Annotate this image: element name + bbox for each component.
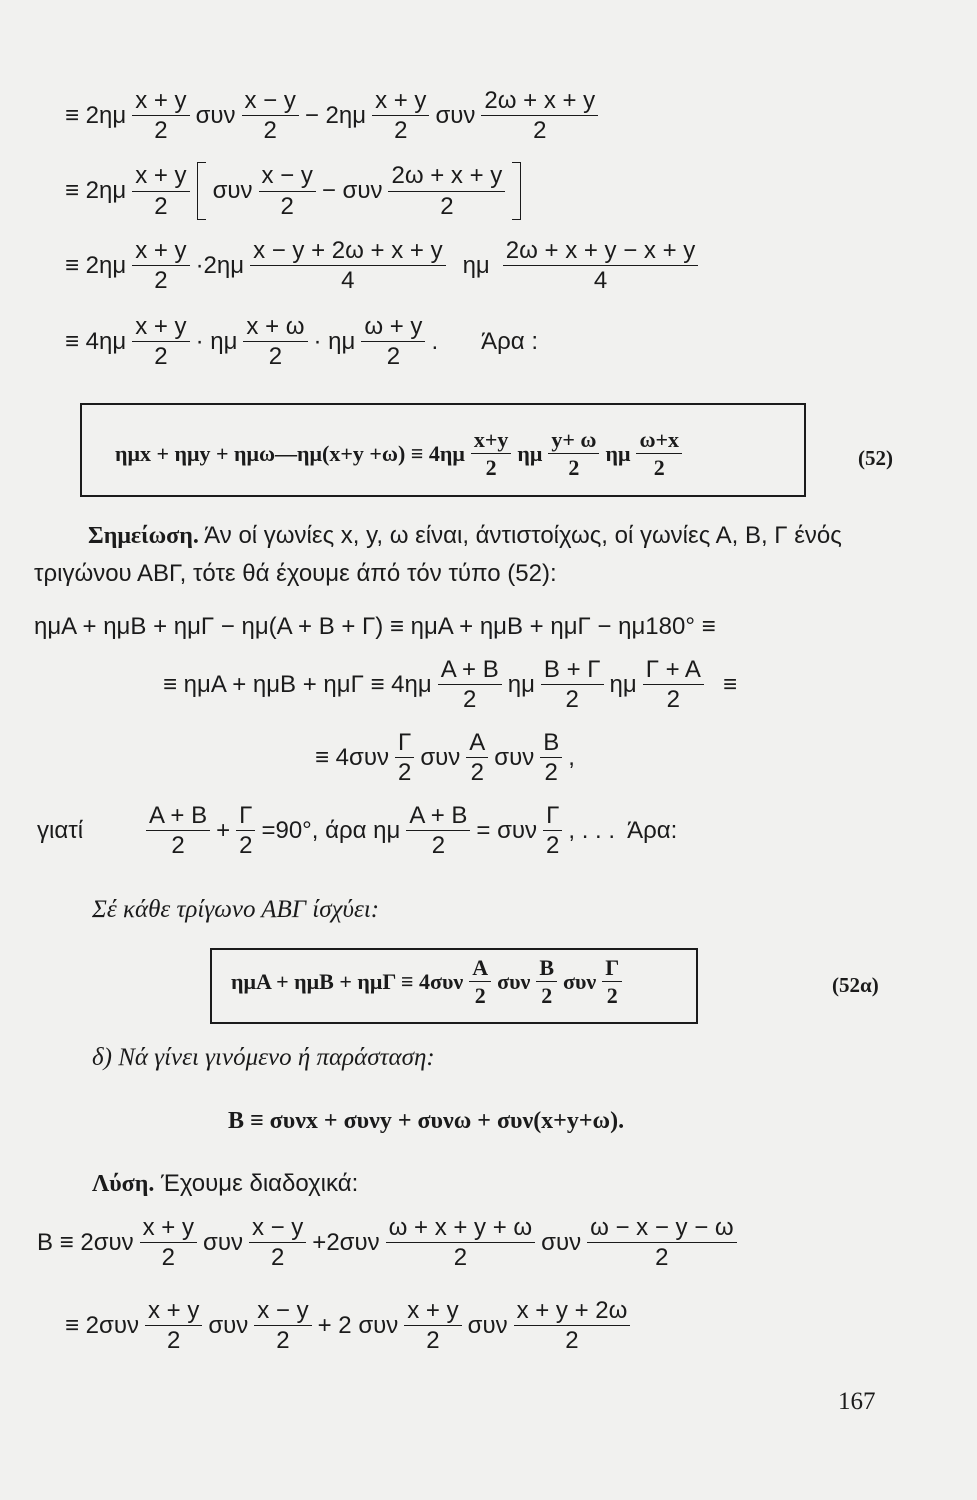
term: − 2ημ: [304, 101, 367, 129]
fraction: $\frac{\Gamma}{2}$: [543, 803, 562, 858]
note-paragraph-line-1: [88, 522, 842, 550]
term: ≡ 4ημ: [65, 327, 127, 355]
term: γιατί: [37, 816, 84, 844]
italic-statement: Σέ κάθε τρίγωνο ΑΒΓ ίσχύει:: [92, 896, 380, 923]
term: συν: [203, 1228, 243, 1256]
fraction: $\frac{A}{2}$: [466, 730, 488, 785]
term: ημ: [517, 440, 543, 466]
note-paragraph-line-2: τριγώνου ΑΒΓ, τότε θά έχουμε άπό τόν τύπο (52):: [34, 560, 557, 587]
fraction: $\frac{A + B}{2}$: [406, 803, 470, 858]
term: · ημ: [195, 327, 238, 355]
term: συν: [497, 968, 531, 994]
fraction: $\frac{x + y}{2}$: [145, 1298, 202, 1353]
note-text: Άν οί γωνίες x, y, ω είναι, άντιστοίχως, οί γωνίες Α, Β, Γ ένός: [198, 522, 842, 549]
page-number: 167: [838, 1388, 876, 1415]
fraction: $\frac{x + y}{2}$: [132, 238, 189, 293]
term: · ημ: [313, 327, 356, 355]
solution-text: Έχουμε διαδοχικά:: [154, 1170, 359, 1197]
equation-line-8: [34, 803, 680, 858]
term: =90°, άρα ημ: [261, 816, 401, 844]
formula-52a: [228, 956, 625, 1007]
equation-label-52a: (52α): [832, 973, 879, 997]
equation-line-2: [62, 162, 525, 220]
fraction: $\frac{x + \omega}{2}$: [243, 314, 307, 369]
fraction: $\frac{x + y + 2\omega}{2}$: [514, 1298, 631, 1353]
term: ημ: [462, 251, 490, 279]
term: συν: [494, 743, 535, 771]
term: συν: [467, 1311, 508, 1339]
term: ·2ημ: [195, 251, 245, 279]
fraction: $\frac{x - y}{2}$: [259, 163, 316, 218]
term: .: [431, 327, 439, 355]
fraction: $\frac{A + B}{2}$: [438, 657, 502, 712]
fraction: $\frac{x - y}{2}$: [242, 88, 299, 143]
term: ≡ 4συν: [315, 743, 389, 771]
fraction: $\frac{x + y}{2}$: [372, 88, 429, 143]
fraction: $\frac{\Gamma + A}{2}$: [643, 657, 704, 712]
term: ≡ 2συν: [65, 1311, 139, 1339]
fraction: $\frac{x + y}{2}$: [140, 1215, 197, 1270]
solution-paragraph: [92, 1170, 358, 1198]
term: συν: [195, 101, 236, 129]
equation-line-10: [62, 1298, 633, 1353]
fraction: $\frac{\omega + y}{2}$: [361, 314, 425, 369]
fraction: $\frac{x + y}{2}$: [132, 88, 189, 143]
term: ημ: [507, 670, 535, 698]
term: + 2 συν: [317, 1311, 399, 1339]
term: ≡ ημΑ + ημΒ + ημΓ ≡ 4ημ: [163, 670, 432, 698]
problem-statement: δ) Νά γίνει γινόμενο ή παράσταση:: [92, 1044, 435, 1071]
fraction: $\frac{x - y}{2}$: [249, 1215, 306, 1270]
term: ≡: [722, 670, 737, 698]
fraction: $\frac{x + y}{2}$: [132, 314, 189, 369]
fraction: $\frac{\Gamma}{2}$: [602, 956, 622, 1007]
equation-line-7: [312, 730, 578, 785]
equation-line-9: [34, 1215, 740, 1270]
term: συν: [420, 743, 461, 771]
equation-line-4: [62, 314, 541, 369]
term: − συν: [321, 177, 383, 204]
fraction: $\frac{x - y + 2\omega + x + y}{4}$: [250, 238, 446, 293]
term: ≡ 2ημ: [65, 101, 127, 129]
fraction: $\frac{\Gamma}{2}$: [395, 730, 414, 785]
fraction: $\frac{\omega+x}{2}$: [636, 428, 682, 479]
term: = συν: [476, 816, 538, 844]
equation-line-6: [160, 657, 740, 712]
equation-label-52: (52): [858, 446, 893, 470]
formula-52: [112, 428, 685, 479]
term: Άρα :: [481, 327, 538, 355]
term: ημx + ημy + ημω—ημ(x+y +ω) ≡ 4ημ: [115, 440, 465, 466]
equation-B: Β ≡ συνx + συνy + συνω + συν(x+y+ω).: [228, 1108, 625, 1134]
fraction: $\frac{A}{2}$: [469, 956, 491, 1007]
fraction: $\frac{B}{2}$: [540, 730, 562, 785]
fraction: $\frac{\omega - x - y - \omega}{2}$: [587, 1215, 737, 1270]
term: ≡ 2ημ: [65, 177, 127, 204]
equation-line-1: [62, 88, 601, 143]
fraction: $\frac{x + y}{2}$: [404, 1298, 461, 1353]
fraction: $\frac{x+y}{2}$: [471, 428, 512, 479]
solution-heading: Λύση.: [92, 1170, 155, 1197]
term: +2συν: [312, 1228, 380, 1256]
term: ,: [568, 743, 575, 771]
equation-line-5: ημΑ + ημΒ + ημΓ − ημ(Α + Β + Γ) ≡ ημΑ + ημΒ + ημΓ − ημ180° ≡: [34, 613, 716, 640]
note-heading: Σημείωση.: [88, 522, 199, 549]
fraction: $\frac{2\omega + x + y - x + y}{4}$: [503, 238, 699, 293]
term: Β ≡ 2συν: [37, 1228, 134, 1256]
term: συν: [212, 177, 253, 204]
term: ημ: [605, 440, 631, 466]
term: ημΑ + ημΒ + ημΓ ≡ 4συν: [231, 968, 464, 994]
equation-line-3: [62, 238, 701, 293]
fraction: $\frac{2\omega + x + y}{2}$: [481, 88, 598, 143]
fraction: $\frac{B + \Gamma}{2}$: [541, 657, 604, 712]
term: ≡ 2ημ: [65, 251, 127, 279]
fraction: $\frac{y+ \omega}{2}$: [548, 428, 599, 479]
term: συν: [208, 1311, 249, 1339]
term: συν: [563, 968, 597, 994]
term: ημ: [609, 670, 637, 698]
fraction: $\frac{A + B}{2}$: [146, 803, 210, 858]
fraction: $\frac{x + y}{2}$: [132, 163, 189, 218]
term: +: [216, 816, 231, 844]
fraction: $\frac{\Gamma}{2}$: [236, 803, 255, 858]
term: συν: [435, 101, 476, 129]
fraction: $\frac{B}{2}$: [536, 956, 557, 1007]
term: συν: [541, 1228, 582, 1256]
term: , . . . Άρα:: [568, 816, 678, 844]
right-bracket: [512, 162, 521, 220]
fraction: $\frac{x - y}{2}$: [254, 1298, 311, 1353]
fraction: $\frac{2\omega + x + y}{2}$: [388, 163, 505, 218]
left-bracket: [197, 162, 206, 220]
fraction: $\frac{\omega + x + y + \omega}{2}$: [386, 1215, 536, 1270]
